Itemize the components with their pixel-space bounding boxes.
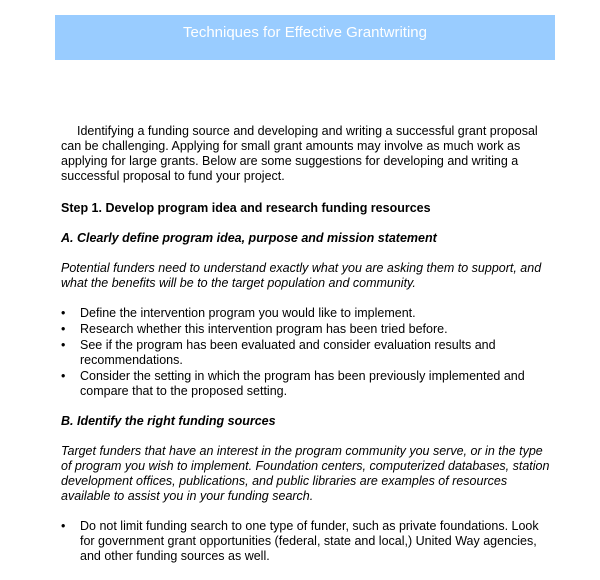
document-title: Techniques for Effective Grantwriting [182,24,427,41]
list-item [61,322,551,337]
bullet-icon: • [61,306,66,320]
document-title-banner [55,15,555,60]
bullet-icon: • [61,322,66,336]
section-a-heading: A. Clearly define program idea, purpose and mission statement [61,231,437,245]
list-item-text: Define the intervention program you would like to implement. [80,306,416,320]
list-item-text: Consider the setting in which the program has been previously implemented and compare that to the proposed setting. [80,369,525,398]
list-item [61,338,551,368]
list-item [61,369,551,399]
section-b-heading: B. Identify the right funding sources [61,414,276,428]
section-a-bullet-list [61,306,551,399]
list-item-text: See if the program has been evaluated and consider evaluation results and recommendations. [80,338,496,367]
list-item-text: Do not limit funding search to one type of funder, such as private foundations. Look for government grant opportunities (federal, state and local,) United Way agencies, and other funding sources as well. [80,519,539,563]
bullet-icon: • [61,338,66,352]
section-b-bullet-list [61,519,551,564]
document-body [61,124,551,565]
bullet-icon: • [61,369,66,383]
step-1-heading: Step 1. Develop program idea and research funding resources [61,201,431,215]
section-b-paragraph: Target funders that have an interest in the program community you serve, or in the type of program you wish to implement. Foundation centers, computerized databases, station development offices, publications, and public libraries are examples of resources available to assist you in your funding search. [61,444,550,503]
list-item [61,306,551,321]
list-item-text: Research whether this intervention program has been tried before. [80,322,448,336]
list-item [61,519,551,564]
intro-paragraph: Identifying a funding source and developing and writing a successful grant proposal can be challenging. Applying for small grant amounts may involve as much work as applying for large grants. Below are some suggestions for developing and writing a successful proposal to fund your project. [61,124,538,183]
section-a-paragraph: Potential funders need to understand exactly what you are asking them to support, and what the benefits will be to the target population and community. [61,261,542,290]
bullet-icon: • [61,519,66,533]
